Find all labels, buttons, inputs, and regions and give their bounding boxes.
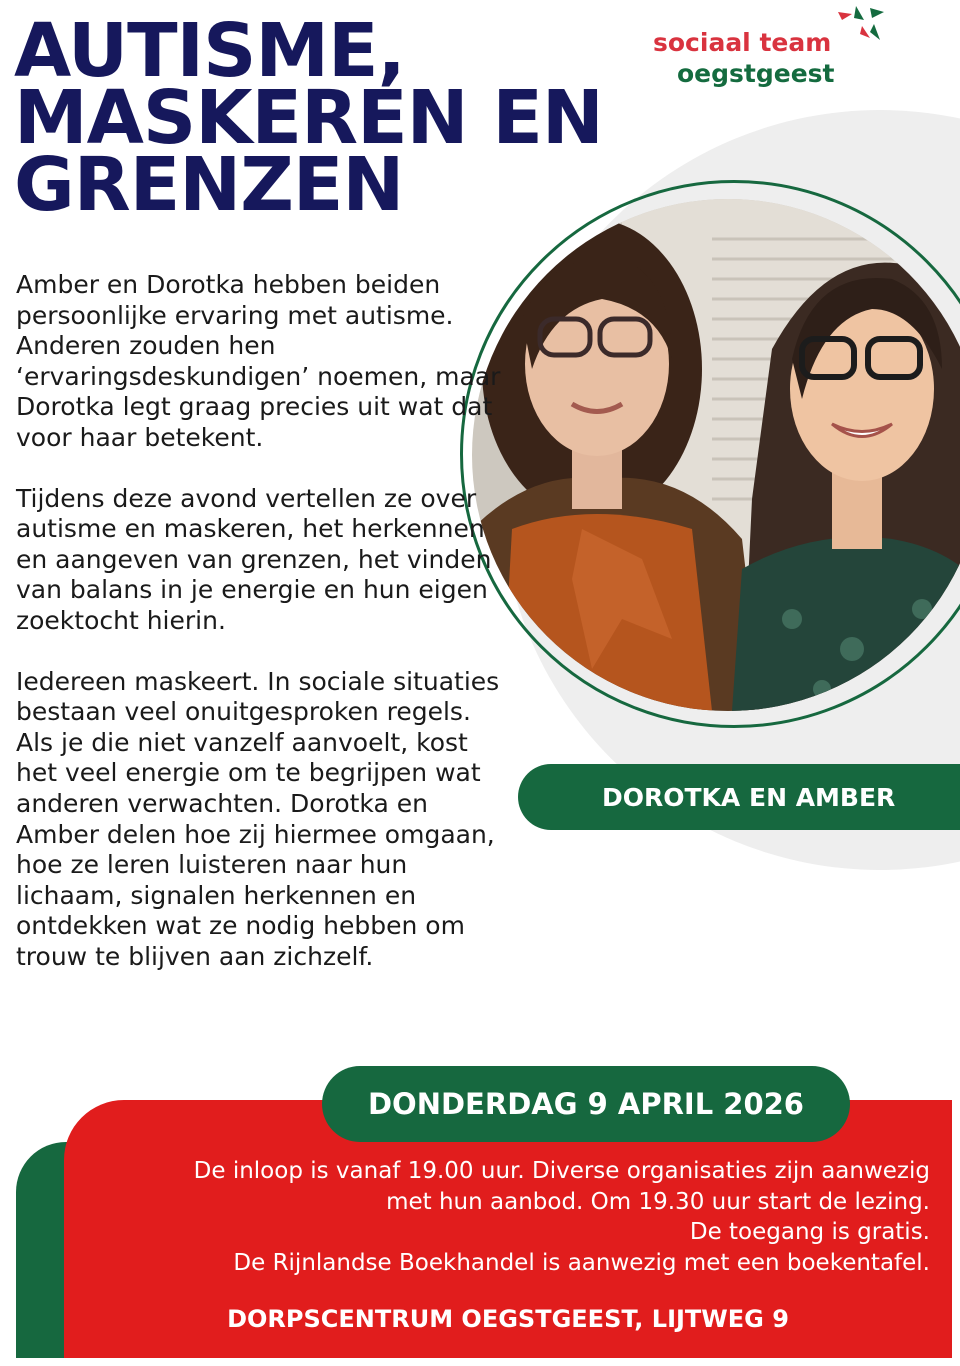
event-detail-line: De inloop is vanaf 19.00 uur. Diverse organisaties zijn aanwezig [193,1158,930,1184]
paragraph: Iedereen maskeert. In sociale situaties bestaan veel onuitgesproken regels. Als je die niet vanzelf aanvoelt, kost het veel energie om te begrijpen wat anderen verwachten. Dorotka en Amber delen hoe zij hiermee omgaan, hoe ze leren luisteren naar hun lichaam, signalen herkennen en ontdekken wat ze nodig hebben om trouw te blijven aan zichzelf. [16,666,500,971]
logo-text-top: sociaal team [653,28,832,57]
title-line: GRENZEN [14,142,404,228]
sociaal-team-logo [650,4,890,94]
description [16,270,506,1002]
event-date: DONDERDAG 9 APRIL 2026 [322,1066,850,1142]
speakers-illustration [472,199,960,711]
page-title [14,8,654,228]
speakers-photo [472,199,960,711]
title-line: MASKEREN EN [14,75,603,161]
paragraph: Tijdens deze avond vertellen ze over autisme en maskeren, het herkennen en aangeven van grenzen, het vinden van balans in je energie en hun eigen zoektocht hierin. [16,483,492,635]
logo-mark-icon [826,4,890,50]
event-location: DORPSCENTRUM OEGSTGEEST, LIJTWEG 9 [227,1305,789,1333]
event-detail-line: met hun aanbod. Om 19.30 uur start de lezing. [386,1188,930,1215]
event-detail-line: De Rijnlandse Boekhandel is aanwezig met een boekentafel. [233,1249,930,1276]
title-line: AUTISME, [14,8,405,94]
event-detail-line: De toegang is gratis. [689,1219,930,1245]
speakers-label: DOROTKA EN AMBER [518,764,960,830]
paragraph: Amber en Dorotka hebben beiden persoonlijke ervaring met autisme. Anderen zouden hen ‘ervaringsdeskundigen’ noemen, maar Dorotka legt graag precies uit wat dat voor haar betekent. [16,270,501,452]
logo-text-bottom: oegstgeest [677,59,835,88]
event-details [80,1156,930,1278]
